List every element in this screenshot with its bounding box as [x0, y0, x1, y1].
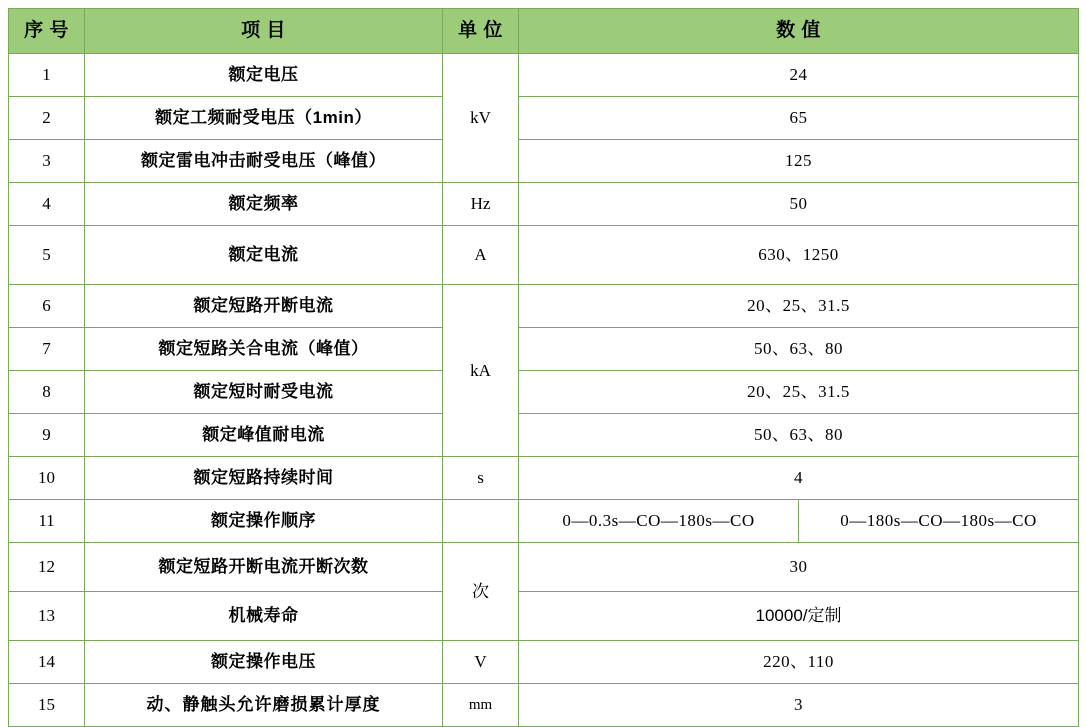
- row-value: 50: [519, 183, 1079, 226]
- row-unit: A: [443, 226, 519, 285]
- row-value-split-container: [519, 500, 1079, 543]
- row-value: 125: [519, 140, 1079, 183]
- row-item: 额定电流: [85, 226, 443, 285]
- column-header-no: 序 号: [9, 9, 85, 54]
- row-no: 15: [9, 684, 85, 727]
- row-no: 10: [9, 457, 85, 500]
- table-row: [9, 592, 1079, 641]
- row-unit: kA: [443, 285, 519, 457]
- row-item: 额定电压: [85, 54, 443, 97]
- table-row: [9, 500, 1079, 543]
- row-item: 额定工频耐受电压（1min）: [85, 97, 443, 140]
- row-no: 5: [9, 226, 85, 285]
- row-item: 额定频率: [85, 183, 443, 226]
- table-row: [9, 414, 1079, 457]
- row-item: 额定短路开断电流开断次数: [85, 543, 443, 592]
- row-value: 220、110: [519, 641, 1079, 684]
- table-row: [9, 457, 1079, 500]
- row-no: 1: [9, 54, 85, 97]
- row-value: 20、25、31.5: [519, 371, 1079, 414]
- table-row: [9, 226, 1079, 285]
- row-unit: V: [443, 641, 519, 684]
- row-value: 4: [519, 457, 1079, 500]
- row-no: 8: [9, 371, 85, 414]
- row-no: 13: [9, 592, 85, 641]
- table-row: [9, 140, 1079, 183]
- row-item: 额定峰值耐电流: [85, 414, 443, 457]
- table-row: [9, 371, 1079, 414]
- row-no: 12: [9, 543, 85, 592]
- row-item: 额定短路持续时间: [85, 457, 443, 500]
- row-unit: s: [443, 457, 519, 500]
- row-value: 50、63、80: [519, 414, 1079, 457]
- column-header-value: 数 值: [519, 9, 1079, 54]
- row-no: 7: [9, 328, 85, 371]
- row-value: 630、1250: [519, 226, 1079, 285]
- table-row: [9, 684, 1079, 727]
- row-value: 10000/定制: [519, 592, 1079, 641]
- row-item: 额定短路关合电流（峰值）: [85, 328, 443, 371]
- row-value: 65: [519, 97, 1079, 140]
- row-item: 机械寿命: [85, 592, 443, 641]
- row-value: 3: [519, 684, 1079, 727]
- row-value: 20、25、31.5: [519, 285, 1079, 328]
- row-value-sequence-a: 0—0.3s—CO—180s—CO: [519, 500, 799, 542]
- table-row: [9, 54, 1079, 97]
- technical-parameters-table: [8, 8, 1079, 727]
- row-no: 4: [9, 183, 85, 226]
- column-header-item: 项 目: [85, 9, 443, 54]
- table-header-row: [9, 9, 1079, 54]
- column-header-unit: 单 位: [443, 9, 519, 54]
- row-unit: mm: [443, 684, 519, 727]
- row-item: 额定短路开断电流: [85, 285, 443, 328]
- table-row: [9, 328, 1079, 371]
- row-value: 50、63、80: [519, 328, 1079, 371]
- table-row: [9, 641, 1079, 684]
- row-no: 9: [9, 414, 85, 457]
- row-item: 额定短时耐受电流: [85, 371, 443, 414]
- row-value: 24: [519, 54, 1079, 97]
- row-unit: Hz: [443, 183, 519, 226]
- table-row: [9, 183, 1079, 226]
- row-unit: [443, 500, 519, 543]
- row-value: 30: [519, 543, 1079, 592]
- row-no: 2: [9, 97, 85, 140]
- table-row: [9, 97, 1079, 140]
- row-item: 额定操作顺序: [85, 500, 443, 543]
- row-unit: 次: [443, 543, 519, 641]
- row-no: 11: [9, 500, 85, 543]
- row-no: 14: [9, 641, 85, 684]
- row-item: 额定操作电压: [85, 641, 443, 684]
- row-item: 额定雷电冲击耐受电压（峰值）: [85, 140, 443, 183]
- table-row: [9, 285, 1079, 328]
- row-no: 6: [9, 285, 85, 328]
- row-no: 3: [9, 140, 85, 183]
- table-row: [9, 543, 1079, 592]
- row-item: 动、静触头允许磨损累计厚度: [85, 684, 443, 727]
- row-value-sequence-b: 0—180s—CO—180s—CO: [840, 511, 1037, 531]
- row-unit: kV: [443, 54, 519, 183]
